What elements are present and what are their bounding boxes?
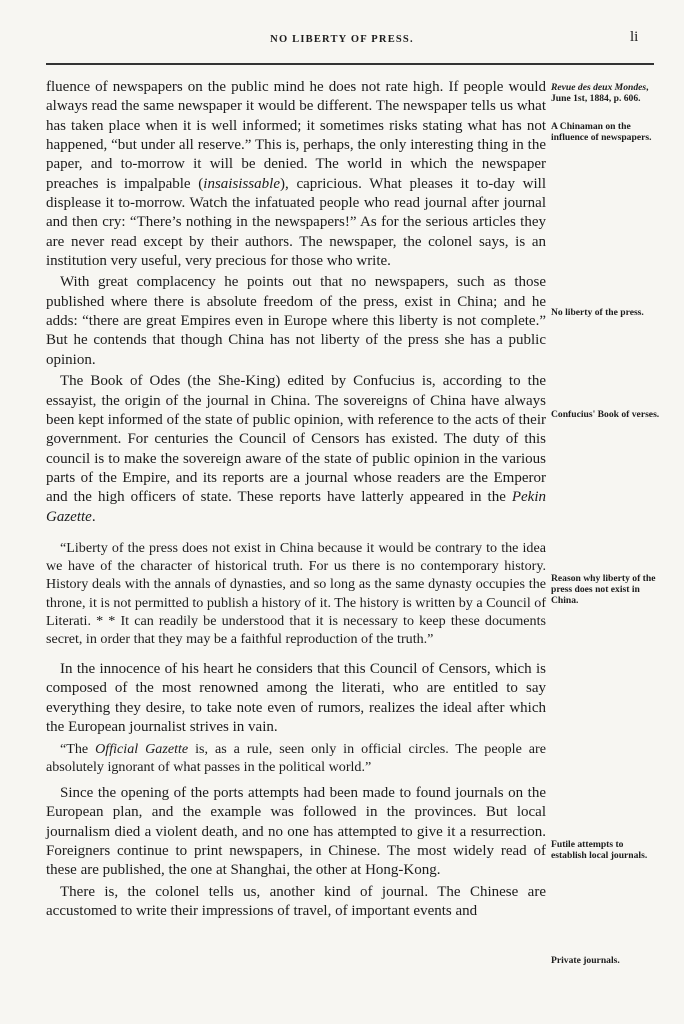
- paragraph: The Book of Odes (the She-King) edited by Confucius is, according to the essayist, the origin of the journal in China. The sovereigns of China have always been kept informed of the state of public opinion, with reference to the acts of their government. For centuries the Council of Censors has existed. The duty of this council is to make the sovereign aware of the state of public opinion in the various parts of the Empire, and its reports are a journal whose readers are the Emperor and the high officers of state. These reports have latterly appeared in the Pekin Gazette.: [46, 373, 546, 525]
- margin-note: Revue des deux Mondes, June 1st, 1884, p. 606.: [551, 82, 649, 104]
- running-header: NO LIBERTY OF PRESS.: [270, 34, 414, 45]
- paragraph: In the innocence of his heart he considers that this Council of Censors, which is composed of the most renowned among the literati, who are entitled to say everything they desire, to take note even of rumors, realizes the ideal after which the European journalist strives in vain.: [46, 661, 546, 736]
- margin-note: Futile attempts to establish local journals.: [551, 839, 648, 861]
- paragraph: fluence of newspapers on the public mind he does not rate high. If people would always read the same newspaper it would be different. The newspaper tells us what has taken place when it is well informed; it sometimes risks stating what has not happened, “but under all reserve.” This is, perhaps, the only interesting thing in the paper, and to-morrow it will be denied. The world in which the newspaper preaches is impalpable (insaisissable), capricious. What pleases it to-day will displease it to-morrow. Watch the infatuated people who read journal after journal and then cry: “There’s nothing in the newspapers!” As for the serious articles they are never read except by their authors. The newspaper, the colonel says, is an institution very useful, very precious for those who write.: [46, 79, 547, 270]
- margin-note: Private journals.: [551, 955, 620, 966]
- margin-note: No liberty of the press.: [551, 307, 644, 318]
- paragraph: “The Official Gazette is, as a rule, seen only in official circles. The people are absolutely ignorant of what passes in the political world.”: [46, 740, 546, 775]
- page-number: li: [630, 29, 639, 45]
- paragraph: There is, the colonel tells us, another kind of journal. The Chinese are accustomed to write their impressions of travel, of important events and: [46, 883, 546, 919]
- margin-note: Reason why liberty of the press does not exist in China.: [551, 573, 656, 606]
- margin-note: Confucius' Book of verses.: [551, 409, 660, 420]
- margin-note: A Chinaman on the influence of newspapers.: [551, 121, 652, 143]
- paragraph: “Liberty of the press does not exist in China because it would be contrary to the idea we have of the character of historical truth. For us there is no contemporary history. History deals with the annals of dynasties, and so long as the same dynasty occupies the throne, it is not permitted to publish a history of it. The history is written by a Council of Literati. * * It can readily be understood that it is necessary to keep these documents secret, in order that they may be a faithful reproduction of the truth.”: [46, 539, 547, 647]
- paragraph: Since the opening of the ports attempts had been made to found journals on the European plan, and the example was followed in the provinces. But local journalism died a violent death, and no one has attempted to give it a resurrection. Foreigners continue to print newspapers, in Chinese. The most widely read of these are published, the one at Shanghai, the other at Hong-Kong.: [46, 784, 546, 879]
- paragraph: With great complacency he points out that no newspapers, such as those published where there is absolute freedom of the press, exist in China; and he adds: “there are great Empires even in Europe where this liberty is not complete.” But he contends that though China has not liberty of the press she has a public opinion.: [46, 274, 546, 368]
- body-text: [46, 78, 546, 921]
- header-rule: [46, 63, 654, 65]
